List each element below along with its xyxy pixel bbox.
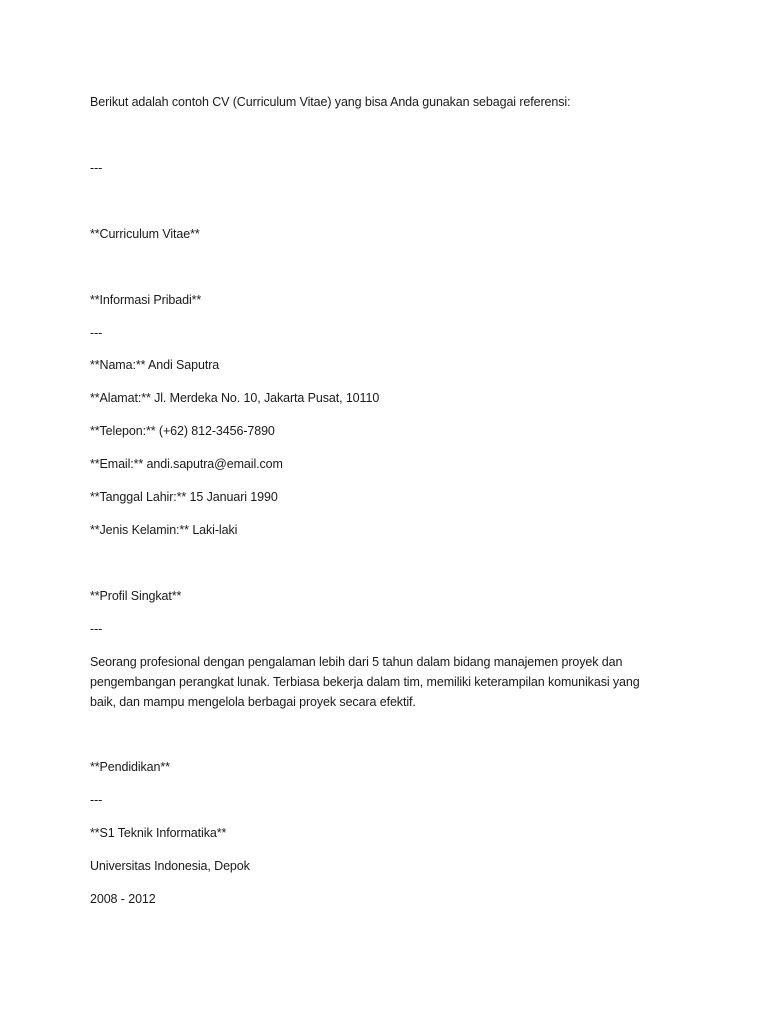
gender-field: **Jenis Kelamin:** Laki-laki (90, 523, 238, 537)
address-field: **Alamat:** Jl. Merdeka No. 10, Jakarta Pusat, 10110 (90, 391, 380, 405)
profile-line: baik, dan mampu mengelola berbagai proyek secara efektif. (90, 695, 416, 709)
profile-heading: **Profil Singkat** (90, 589, 182, 603)
profile-paragraph (90, 652, 680, 712)
personal-info-heading: **Informasi Pribadi** (90, 293, 202, 307)
separator: --- (90, 326, 103, 340)
education-years: 2008 - 2012 (90, 892, 156, 906)
institution-name: Universitas Indonesia, Depok (90, 859, 250, 873)
intro-text: Berikut adalah contoh CV (Curriculum Vitae) yang bisa Anda gunakan sebagai referensi: (90, 95, 571, 109)
profile-line: Seorang profesional dengan pengalaman lebih dari 5 tahun dalam bidang manajemen proyek dan (90, 655, 623, 669)
email-field: **Email:** andi.saputra@email.com (90, 457, 283, 471)
education-heading: **Pendidikan** (90, 760, 170, 774)
birthdate-field: **Tanggal Lahir:** 15 Januari 1990 (90, 490, 278, 504)
degree-title: **S1 Teknik Informatika** (90, 826, 227, 840)
phone-field: **Telepon:** (+62) 812-3456-7890 (90, 424, 275, 438)
separator: --- (90, 793, 103, 807)
profile-line: pengembangan perangkat lunak. Terbiasa bekerja dalam tim, memiliki keterampilan komunikasi yang (90, 675, 640, 689)
cv-title: **Curriculum Vitae** (90, 227, 200, 241)
name-field: **Nama:** Andi Saputra (90, 358, 220, 372)
separator: --- (90, 161, 103, 175)
separator: --- (90, 622, 103, 636)
